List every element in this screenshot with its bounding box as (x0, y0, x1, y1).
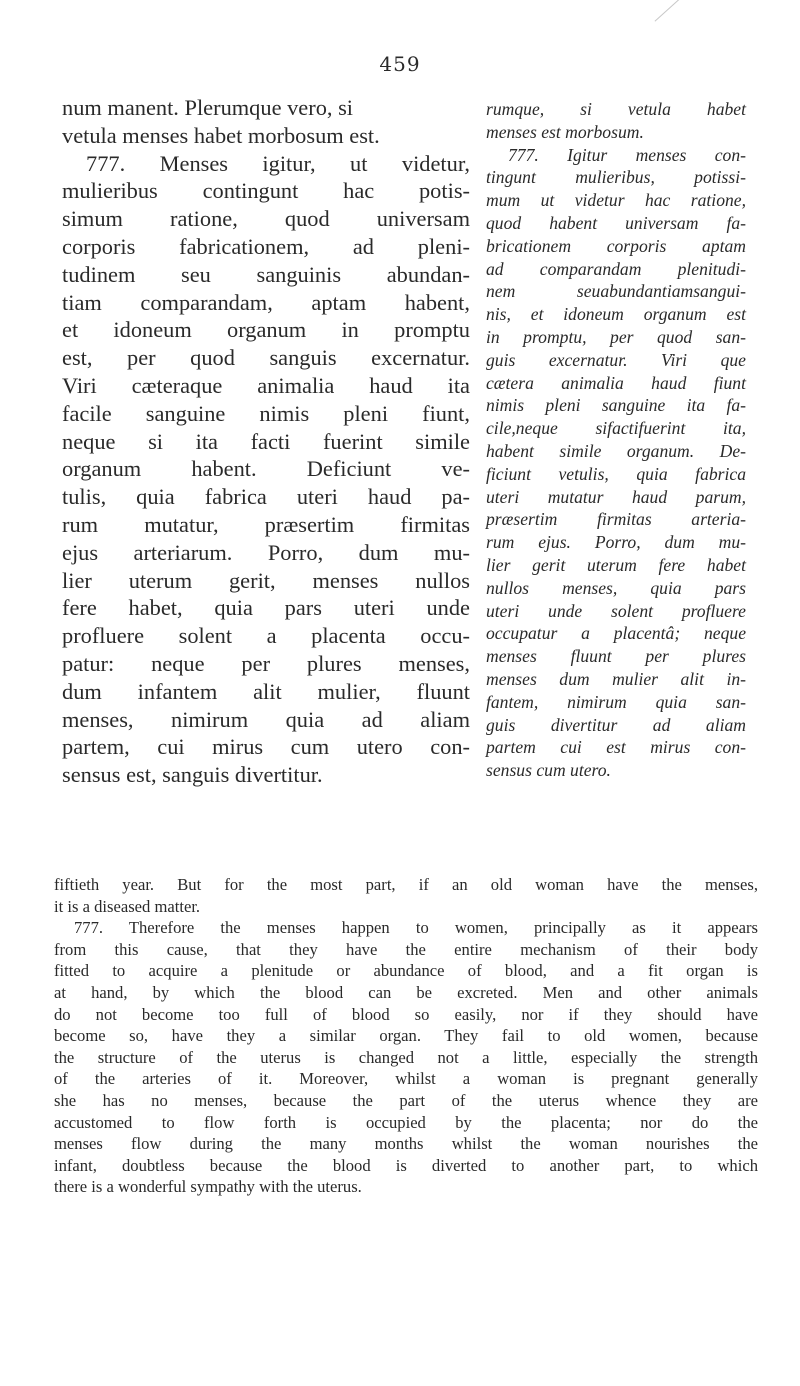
latin-alt-line: nullos menses, quia pars (486, 577, 746, 598)
latin-line: neque si ita facti fuerint simile (62, 428, 470, 454)
english-translation (54, 874, 758, 1198)
latin-line: facile sanguine nimis pleni fiunt, (62, 400, 470, 426)
latin-alt-line: in promptu, per quod san- (486, 326, 746, 347)
latin-alt-line: menses fluunt per plures (486, 646, 746, 667)
latin-alt-line: menses est morbosum. (486, 121, 644, 142)
latin-line: tiam comparandam, aptam habent, (62, 289, 470, 315)
latin-alt-line: rum ejus. Porro, dum mu- (486, 532, 746, 553)
latin-alt-column (486, 98, 746, 782)
translation-line: it is a diseased matter. (54, 896, 201, 916)
latin-line: est, per quod sanguis excernatur. (62, 345, 470, 371)
latin-alt-line: sensus cum utero. (486, 760, 611, 781)
latin-line: partem, cui mirus cum utero con- (62, 734, 470, 760)
latin-line: ejus arteriarum. Porro, dum mu- (62, 539, 470, 565)
latin-alt-line: habent simile organum. De- (486, 440, 746, 461)
latin-alt-line: præsertim firmitas arteria- (486, 509, 746, 530)
latin-line: rum mutatur, præsertim firmitas (62, 511, 470, 537)
translation-line: at hand, by which the blood can be excreted. Men and other animals (54, 982, 758, 1002)
latin-line: tudinem seu sanguinis abundan- (62, 261, 470, 287)
latin-line: tulis, quia fabrica uteri haud pa- (62, 484, 470, 510)
latin-alt-line: nimis pleni sanguine ita fa- (486, 395, 746, 416)
latin-alt-line: mum ut videtur hac ratione, (486, 190, 746, 211)
latin-alt-line: rumque, si vetula habet (486, 99, 746, 119)
translation-line: of the arteries of it. Moreover, whilst a woman is pregnant generally (54, 1069, 758, 1089)
latin-alt-line: menses dum mulier alit in- (486, 668, 746, 689)
latin-alt-line: cætera animalia haud fiunt (486, 372, 746, 393)
latin-line: vetula menses habet morbosum est. (62, 122, 380, 148)
latin-line: fere habet, quia pars uteri unde (62, 595, 470, 621)
latin-line: sensus est, sanguis divertitur. (62, 762, 323, 788)
latin-alt-line: 777. Igitur menses con- (508, 144, 746, 165)
translation-line: 777. Therefore the menses happen to women, principally as it appears (74, 918, 758, 938)
latin-alt-line: ficiunt vetulis, quia fabrica (486, 463, 746, 484)
translation-line: accustomed to flow forth is occupied by the placenta; nor do the (54, 1112, 758, 1132)
translation-line: menses flow during the many months whilst the woman nourishes the (54, 1134, 758, 1154)
latin-alt-line: uteri mutatur haud parum, (486, 486, 746, 507)
latin-line: profluere solent a placenta occu- (62, 623, 470, 649)
latin-line: dum infantem alit mulier, fluunt (62, 678, 470, 704)
translation-line: there is a wonderful sympathy with the uterus. (54, 1177, 362, 1197)
latin-alt-line: uteri unde solent profluere (486, 600, 746, 621)
page-number: 459 (379, 52, 421, 76)
latin-line: num manent. Plerumque vero, si (62, 95, 354, 120)
latin-alt-line: partem cui est mirus con- (486, 737, 746, 758)
latin-alt-line: lier gerit uterum fere habet (486, 554, 746, 575)
latin-alt-line: cile,neque sifactifuerint ita, (486, 418, 746, 439)
latin-alt-line: tingunt mulieribus, potissi- (486, 167, 746, 188)
translation-line: become so, have they a similar organ. They fail to old women, because (54, 1026, 758, 1046)
latin-alt-line: occupatur a placentâ; neque (486, 623, 746, 644)
latin-alt-line: fantem, nimirum quia san- (486, 691, 746, 712)
latin-line: organum habent. Deficiunt ve- (62, 456, 470, 482)
translation-line: the structure of the uterus is changed not a little, especially the strength (54, 1047, 758, 1067)
latin-alt-line: guis divertitur ad aliam (486, 714, 746, 735)
latin-line: patur: neque per plures menses, (62, 650, 470, 676)
latin-line: et idoneum organum in promptu (62, 317, 470, 343)
latin-alt-line: ad comparandam plenitudi- (486, 258, 746, 279)
latin-line: mulieribus contingunt hac potis- (62, 178, 470, 204)
latin-line: Viri cæteraque animalia haud ita (62, 372, 470, 398)
translation-line: do not become too full of blood so easily, nor if they should have (54, 1004, 758, 1024)
translation-line: fitted to acquire a plenitude or abundance of blood, and a fit organ is (54, 961, 758, 981)
latin-line: menses, nimirum quia ad aliam (62, 706, 470, 732)
latin-line: lier uterum gerit, menses nullos (62, 567, 470, 593)
latin-alt-line: guis excernatur. Viri que (486, 349, 746, 370)
latin-alt-line: nis, et idoneum organum est (486, 304, 746, 325)
latin-line: 777. Menses igitur, ut videtur, (86, 150, 470, 176)
stray-mark (655, 0, 684, 22)
translation-line: from this cause, that they have the entire mechanism of their body (54, 939, 758, 959)
translation-line: fiftieth year. But for the most part, if an old woman have the menses, (54, 875, 758, 894)
latin-alt-line: quod habent universam fa- (486, 212, 746, 233)
translation-line: infant, doubtless because the blood is diverted to another part, to which (54, 1155, 758, 1175)
latin-line: simum ratione, quod universam (62, 206, 470, 232)
latin-alt-line: bricationem corporis aptam (486, 235, 746, 256)
latin-text-column (62, 94, 470, 789)
latin-alt-line: nem seuabundantiamsangui- (486, 281, 746, 302)
translation-line: she has no menses, because the part of the uterus whence they are (54, 1090, 758, 1110)
latin-line: corporis fabricationem, ad pleni- (62, 233, 470, 259)
